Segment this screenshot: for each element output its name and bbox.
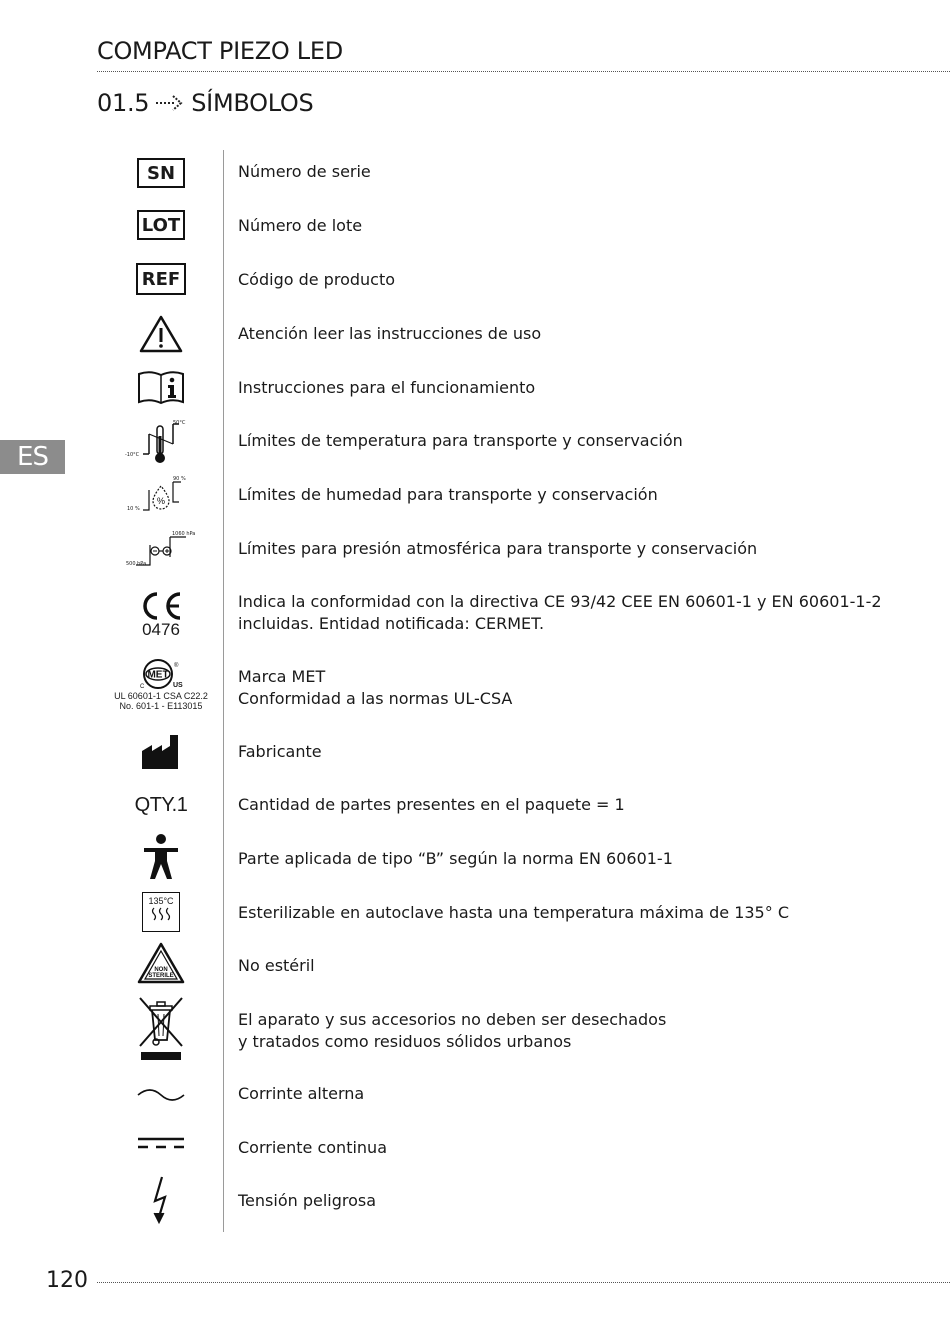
dotted-arrow-icon	[155, 93, 185, 113]
description-line: Código de producto	[238, 270, 396, 289]
description-line: Cantidad de partes presentes en el paquete = 1	[238, 795, 625, 814]
description-line: Corrinte alterna	[238, 1084, 365, 1103]
svg-text:C: C	[140, 684, 145, 690]
met-file-label: No. 601-1 - E113015	[119, 701, 203, 711]
symbol-row	[0, 728, 950, 776]
reference-code-icon	[100, 262, 222, 296]
symbol-description	[238, 430, 683, 452]
alternating-current-icon	[100, 1082, 222, 1108]
symbol-row	[0, 204, 950, 248]
symbol-description	[238, 1009, 666, 1053]
dangerous-voltage-icon	[100, 1174, 222, 1226]
svg-text:%: %	[156, 496, 166, 506]
description-line: Número de serie	[238, 162, 371, 181]
non-sterile-icon	[100, 942, 222, 984]
svg-text:STERILE: STERILE	[148, 973, 174, 979]
symbol-row	[0, 890, 950, 934]
section-heading	[97, 89, 313, 117]
description-line: Marca MET	[238, 667, 326, 686]
symbol-description	[238, 269, 395, 291]
description-line: El aparato y sus accesorios no deben ser desechados	[238, 1010, 667, 1029]
lot-number-icon-text: LOT	[137, 210, 185, 240]
notified-body-number: 0476	[142, 620, 180, 639]
pressure-upper-label: 1060 hPa	[172, 531, 196, 537]
symbol-description	[238, 1083, 364, 1105]
symbol-row	[0, 994, 950, 1064]
symbol-row	[0, 582, 950, 642]
serial-number-icon	[100, 156, 222, 190]
humidity-limit-icon	[100, 474, 222, 518]
symbol-row	[0, 150, 950, 194]
symbol-row	[0, 1126, 950, 1170]
description-line: Esterilizable en autoclave hasta una temperatura máxima de 135° C	[238, 903, 789, 922]
symbol-description	[238, 848, 673, 870]
svg-text:US: US	[173, 682, 183, 689]
symbol-row	[0, 366, 950, 410]
symbol-row	[0, 942, 950, 986]
svg-text:®: ®	[174, 663, 179, 669]
humidity-upper-label: 90 %	[173, 476, 186, 482]
symbol-description	[238, 902, 789, 924]
description-line: Atención leer las instrucciones de uso	[238, 324, 542, 343]
quantity-icon-text: QTY.1	[134, 793, 188, 816]
symbol-description	[238, 323, 541, 345]
symbol-row	[0, 418, 950, 466]
symbol-description	[238, 1190, 376, 1212]
autoclave-icon	[100, 890, 222, 934]
warning-triangle-icon	[100, 314, 222, 354]
description-line: Límites de humedad para transporte y conservación	[238, 485, 658, 504]
pressure-limit-icon	[100, 530, 222, 572]
symbol-row	[0, 528, 950, 572]
symbol-description	[238, 666, 512, 710]
symbol-row	[0, 1072, 950, 1116]
description-line: Límites para presión atmosférica para transporte y conservación	[238, 539, 758, 558]
ce-mark-icon	[100, 588, 222, 642]
description-line: Límites de temperatura para transporte y conservación	[238, 431, 683, 450]
language-tab: ES	[0, 440, 65, 474]
humidity-lower-label: 10 %	[127, 506, 140, 512]
title-divider	[97, 71, 950, 72]
description-line: y tratados como residuos sólidos urbanos	[238, 1032, 572, 1051]
lot-number-icon	[100, 208, 222, 242]
symbol-row	[0, 652, 950, 716]
weee-crossed-bin-icon	[100, 994, 222, 1062]
footer-divider	[97, 1282, 950, 1283]
symbol-description	[238, 215, 362, 237]
section-number: 01.5	[97, 89, 150, 117]
section-title: SÍMBOLOS	[191, 89, 314, 117]
description-line: Tensión peligrosa	[238, 1191, 377, 1210]
description-line: incluidas. Entidad notificada: CERMET.	[238, 614, 545, 633]
svg-text:MET: MET	[147, 669, 169, 681]
symbol-row	[0, 832, 950, 884]
met-standard-label: UL 60601-1 CSA C22.2	[114, 691, 208, 701]
description-line: Instrucciones para el funcionamiento	[238, 378, 536, 397]
symbol-description	[238, 161, 371, 183]
symbol-description	[238, 484, 658, 506]
description-line: Número de lote	[238, 216, 363, 235]
document-title: COMPACT PIEZO LED	[97, 37, 343, 65]
autoclave-temperature-label: 135°C	[148, 896, 174, 906]
pressure-lower-label: 500 hPa	[126, 561, 147, 567]
description-line: Parte aplicada de tipo “B” según la norma EN 60601-1	[238, 849, 673, 868]
symbol-description	[238, 1137, 387, 1159]
type-b-applied-part-icon	[100, 832, 222, 882]
symbol-row	[0, 1174, 950, 1230]
symbol-description	[238, 377, 535, 399]
symbol-description	[238, 955, 315, 977]
description-line: Corriente continua	[238, 1138, 387, 1157]
symbol-description	[238, 591, 882, 635]
temperature-upper-label: 50°C	[173, 420, 186, 426]
met-mark-icon	[100, 654, 222, 714]
description-line: Indica la conformidad con la directiva CE 93/42 CEE EN 60601-1 y EN 60601-1-2	[238, 592, 882, 611]
symbol-row	[0, 258, 950, 302]
page-number: 120	[46, 1268, 88, 1293]
svg-text:NON: NON	[154, 967, 168, 973]
description-line: Conformidad a las normas UL-CSA	[238, 689, 513, 708]
symbol-description	[238, 538, 757, 560]
instructions-manual-icon	[100, 368, 222, 406]
direct-current-icon	[100, 1130, 222, 1156]
description-line: Fabricante	[238, 742, 322, 761]
temperature-lower-label: -10°C	[125, 452, 140, 458]
description-line: No estéril	[238, 956, 315, 975]
symbol-description	[238, 741, 322, 763]
symbol-row	[0, 784, 950, 828]
symbol-description	[238, 794, 625, 816]
symbol-row	[0, 312, 950, 356]
quantity-icon	[100, 788, 222, 822]
reference-code-icon-text: REF	[136, 263, 186, 295]
temperature-limit-icon	[100, 418, 222, 466]
serial-number-icon-text: SN	[137, 158, 185, 188]
symbol-row	[0, 474, 950, 518]
manufacturer-icon	[100, 730, 222, 772]
